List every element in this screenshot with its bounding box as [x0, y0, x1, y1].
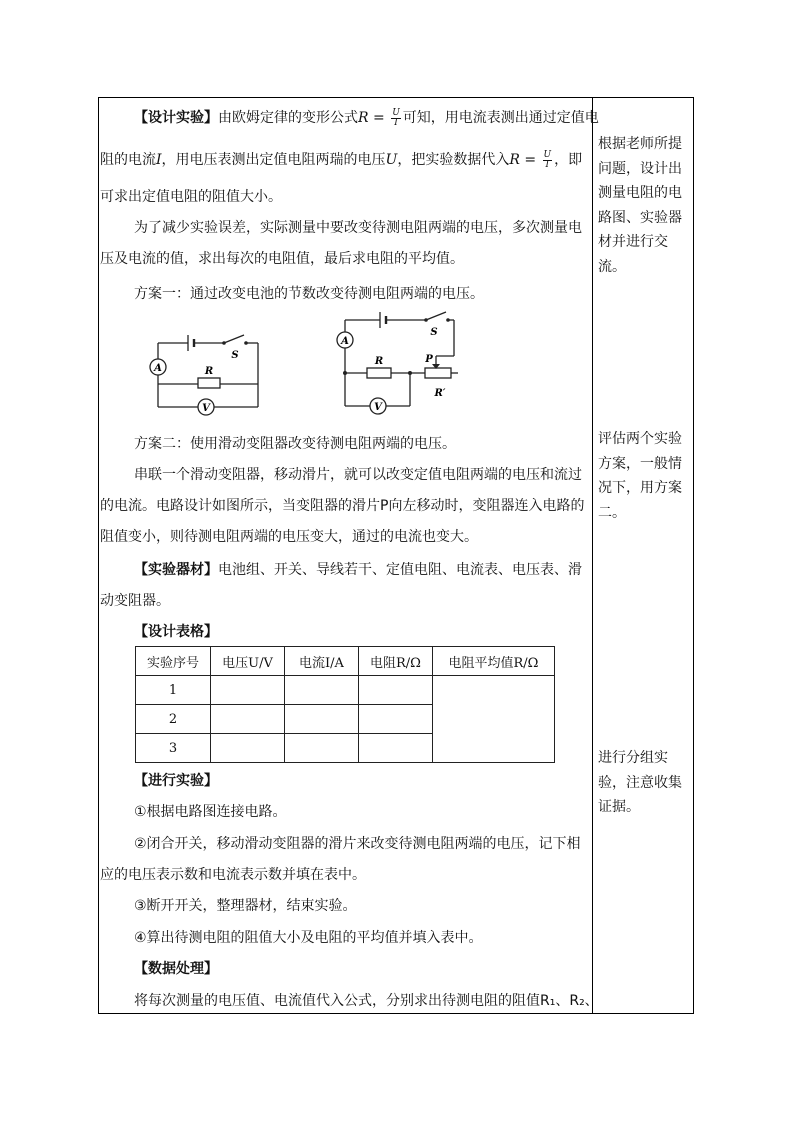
row-index-cell: 1: [136, 676, 211, 705]
circuit-diagram-plan1: [146, 327, 266, 419]
switch-label: S: [430, 327, 438, 338]
design-line-2: 阻的电流I，用电压表测出定值电阻两瑞的电压U，把实验数据代入R = $\frac{U}{I}$ ，即: [100, 149, 583, 170]
plan2-text: 方案二：使用滑动变阻器改变待测电阻两端的电压。: [134, 436, 456, 452]
table-header-row: [136, 647, 555, 676]
design-line-1: 【设计实验】由欧姆定律的变形公式R = $\frac{U}{I}$ 可知，用电流表测出通过定值电: [134, 107, 599, 128]
equipment-label: 【实验器材】: [134, 562, 218, 578]
plan1-text: 方案一：通过改变电池的节数改变待测电阻两端的电压。: [134, 286, 484, 302]
data-processing-label: 【数据处理】: [134, 961, 218, 977]
series-line-1: 串联一个滑动变阻器，移动滑片，就可以改变定值电阻两端的电压和流过: [134, 467, 582, 483]
data-processing-line: 将每次测量的电压值、电流值代入公式，分别求出待测电阻的阻值R₁、R₂、: [134, 993, 599, 1009]
formula-fraction: $\frac{U}{I}$: [543, 149, 552, 170]
row-index-cell: 3: [136, 734, 211, 763]
equipment-line-1: 【实验器材】电池组、开关、导线若干、定值电阻、电流表、电压表、滑: [134, 562, 582, 578]
resistor-label: R: [204, 366, 214, 377]
series-line-2: 的电流。电路设计如图所示，当变阻器的滑片P向左移动时，变阻器连入电路的: [100, 498, 585, 514]
column-divider: [592, 97, 593, 1014]
header-cell: 电阻R/Ω: [359, 647, 433, 676]
table-row: [136, 676, 555, 705]
step-3: ③断开开关，整理器材，结束实验。: [134, 898, 357, 914]
design-table: [135, 646, 555, 763]
voltmeter-label: V: [202, 403, 210, 414]
slider-label: P: [425, 354, 433, 365]
equipment-line-2: 动变阻器。: [100, 593, 170, 609]
reduce-line-2: 压及电流的值，求出每次的电阻值，最后求电阻的平均值。: [100, 251, 464, 267]
header-cell: 电阻平均值R/Ω: [433, 647, 555, 676]
resistor-label: R: [374, 356, 384, 367]
average-cell: [433, 676, 555, 763]
step-1: ①根据电路图连接电路。: [134, 804, 287, 820]
switch-label: S: [231, 350, 239, 361]
side-note-3: 进行分组实验，注意收集证据。: [598, 750, 682, 815]
series-line-3: 阻值变小，则待测电阻两端的电压变大，通过的电流也变大。: [100, 529, 478, 545]
step-2-line-2: 应的电压表示数和电流表示数并填在表中。: [100, 867, 366, 883]
side-note-1: 根据老师所提问题，设计出测量电阻的电路图、实验器材并进行交流。: [598, 136, 682, 275]
header-cell: 实验序号: [136, 647, 211, 676]
ammeter-label: A: [154, 363, 162, 374]
reduce-line-1: 为了减少实验误差，实际测量中要改变待测电阻两端的电压，多次测量电: [134, 220, 582, 236]
design-label: 【设计实验】: [134, 110, 218, 126]
step-2-line-1: ②闭合开关，移动滑动变阻器的滑片来改变待测电阻两端的电压，记下相: [134, 836, 581, 852]
side-note-2: 评估两个实验方案，一般情况下，用方案二。: [598, 431, 682, 521]
table-label: 【设计表格】: [134, 624, 218, 640]
design-line-3: 可求出定值电阻的阻值大小。: [100, 189, 282, 205]
row-index-cell: 2: [136, 705, 211, 734]
circuit-diagram-plan2: [330, 306, 470, 416]
voltmeter-label: V: [374, 402, 382, 413]
ammeter-label: A: [341, 336, 349, 347]
procedure-label: 【进行实验】: [134, 773, 218, 789]
header-cell: 电流I/A: [285, 647, 359, 676]
header-cell: 电压U/V: [211, 647, 285, 676]
rheostat-label: R′: [434, 388, 446, 399]
step-4: ④算出待测电阻的阻值大小及电阻的平均值并填入表中。: [134, 930, 483, 946]
formula-fraction: $\frac{U}{I}$: [392, 107, 400, 128]
